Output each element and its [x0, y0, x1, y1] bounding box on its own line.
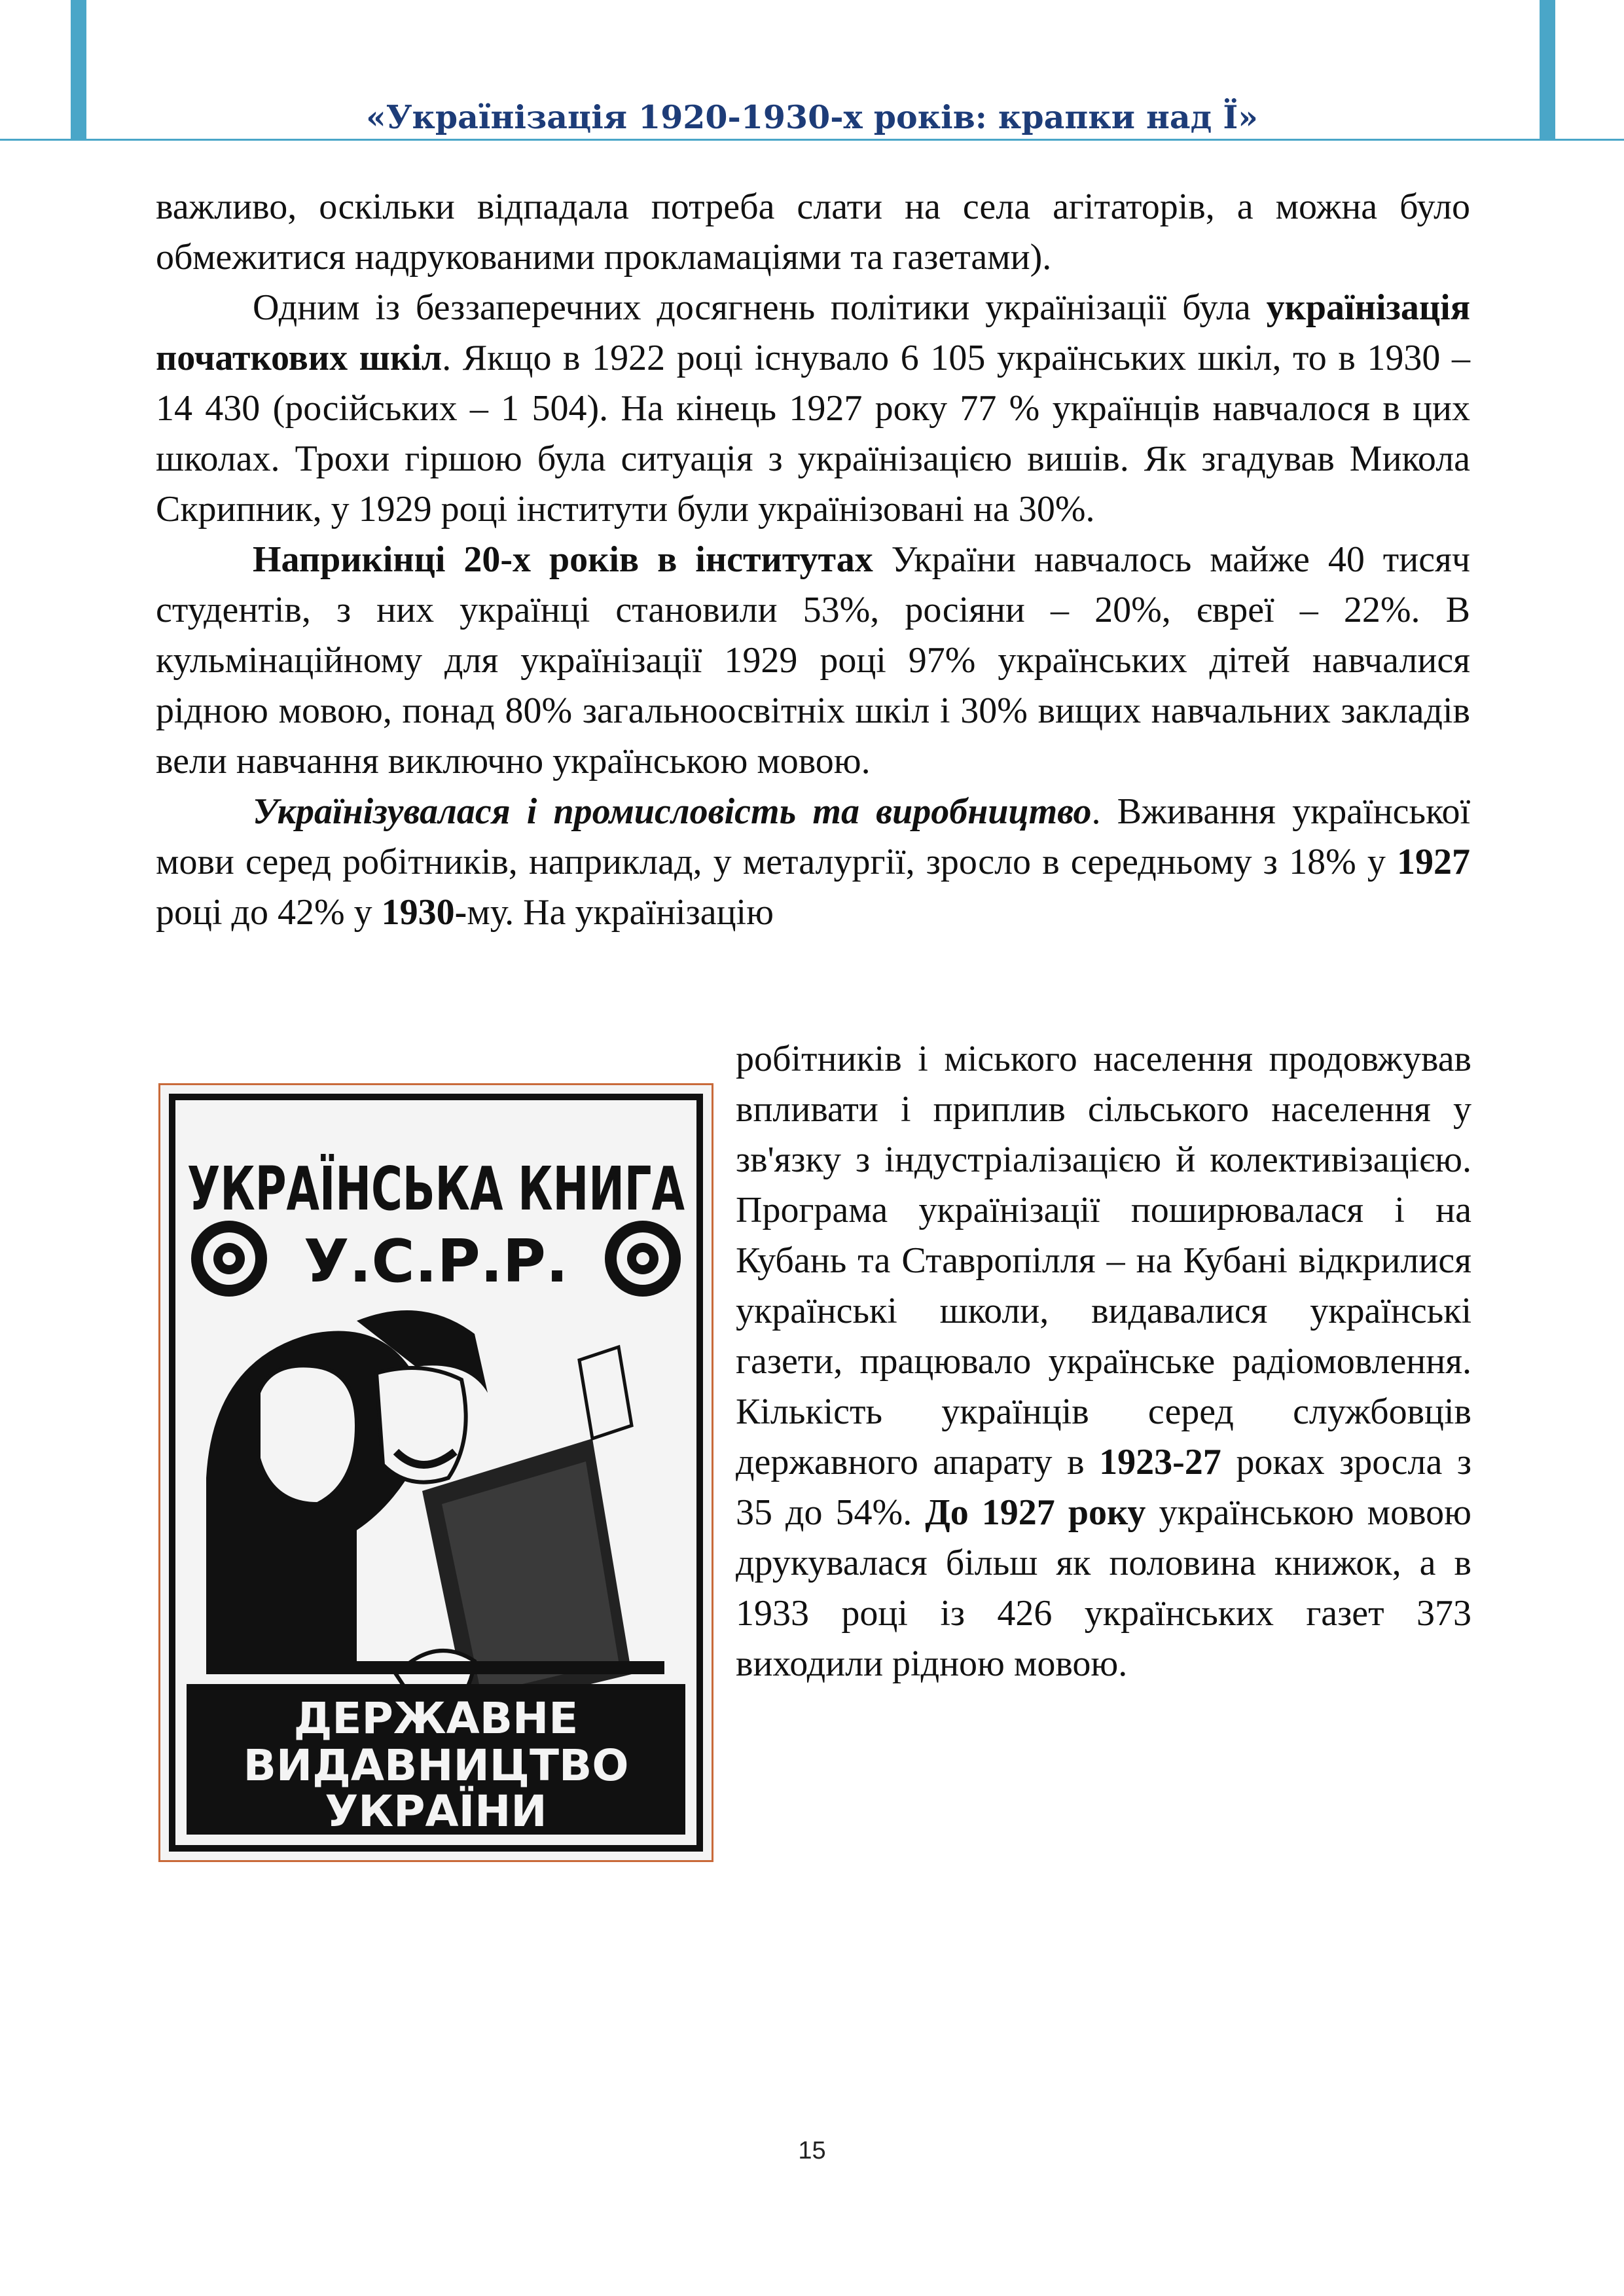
- poster-subtitle: У.С.Р.Р.: [303, 1227, 569, 1296]
- paragraph-4: [156, 787, 1470, 938]
- paragraph-3-bold: Наприкінці 20-х років в інститутах: [253, 539, 873, 580]
- paragraph-4-bold-italic: Українізувалася і промисловість та виробництво: [253, 791, 1092, 832]
- page-header-title: «Українізація 1920-1930-х років: крапки над Ї»: [366, 98, 1258, 136]
- paragraph-5: [736, 1034, 1471, 1689]
- poster-right-rose-icon: [605, 1221, 681, 1297]
- paragraph-5-years: 1923-27: [1099, 1442, 1221, 1482]
- paragraph-2-text-rest: . Якщо в 1922 році існувало 6 105 українських шкіл, то в 1930 – 14 430 (російських – 1 504). На кінець 1927 року 77 % українців навчалося в цих школах. Трохи гіршою була ситуація з українізацією вишів. Як згадував Микола Скрипник, у 1929 році інститути були українізовані на 30%.: [156, 338, 1470, 529]
- wrapped-text: [736, 1034, 1471, 1689]
- poster-left-rose-icon: [191, 1221, 267, 1297]
- paragraph-5-text-2: роках зросла з 35 до 54%.: [736, 1442, 1471, 1533]
- paragraph-5-text-3: українською мовою друкувалася більш як половина книжок, а в 1933 році із 426 українських газет 373 виходили рідною мовою.: [736, 1492, 1472, 1684]
- paragraph-2: [156, 283, 1470, 535]
- poster-bottom-line-3: УКРАЇНИ: [325, 1786, 547, 1837]
- paragraph-3-text: України навчалось майже 40 тисяч студентів, з них українці становили 53%, росіяни – 20%, євреї – 22%. В кульмінаційному для українізації 1929 році 97% українських дітей навчалися рідною мовою, понад 80% загальноосвітніх шкіл і 30% вищих навчальних закладів вели навчання виключно українською мовою.: [156, 539, 1470, 781]
- paragraph-4-text-3: му. На українізацію: [467, 892, 774, 933]
- poster-readers-illustration: [206, 1310, 664, 1713]
- paragraph-5-text: робітників і міського населення продовжував впливати і приплив сільського населення у зв'язку з індустріалізацією й колективізацією. Програма українізації поширювалася і на Кубань та Ставропілля – на Кубані відкрилися українські школи, видавалися українські газети, працювало українське радіомовлення. Кількість українців серед службовців державного апарату в: [736, 1039, 1471, 1482]
- paragraph-4-year-1930: 1930-: [381, 892, 467, 933]
- poster-bottom-line-1: ДЕРЖАВНЕ: [293, 1693, 579, 1744]
- poster-illustration: [160, 1085, 889, 1860]
- paragraph-1-text: важливо, оскільки відпадала потреба слати на села агітаторів, а можна було обмежитися надрукованими прокламаціями та газетами).: [156, 187, 1470, 278]
- paragraph-3: [156, 535, 1470, 787]
- page-number: 15: [798, 2137, 826, 2164]
- paragraph-4-text: . Вживання української мови серед робітників, наприклад, у металургії, зросло в середньому з 18% у: [156, 791, 1470, 882]
- poster-bottom-line-2: ВИДАВНИЦТВО: [243, 1740, 629, 1791]
- paragraph-1: [156, 182, 1470, 283]
- paragraph-5-bold: До 1927 року: [925, 1492, 1146, 1533]
- poster-image: [158, 1083, 889, 1862]
- paragraph-4-text-2: році до 42% у: [156, 892, 382, 933]
- paragraph-2-bold: українізація початкових шкіл: [156, 287, 1470, 378]
- paragraph-2-text: Одним із беззаперечних досягнень політики українізації була: [253, 287, 1267, 328]
- main-text: [156, 182, 1470, 938]
- paragraph-4-year-1927: 1927: [1397, 842, 1470, 882]
- poster-title: УКРАЇНСЬКА КНИГА: [187, 1154, 889, 1224]
- header-rule: [0, 139, 1624, 141]
